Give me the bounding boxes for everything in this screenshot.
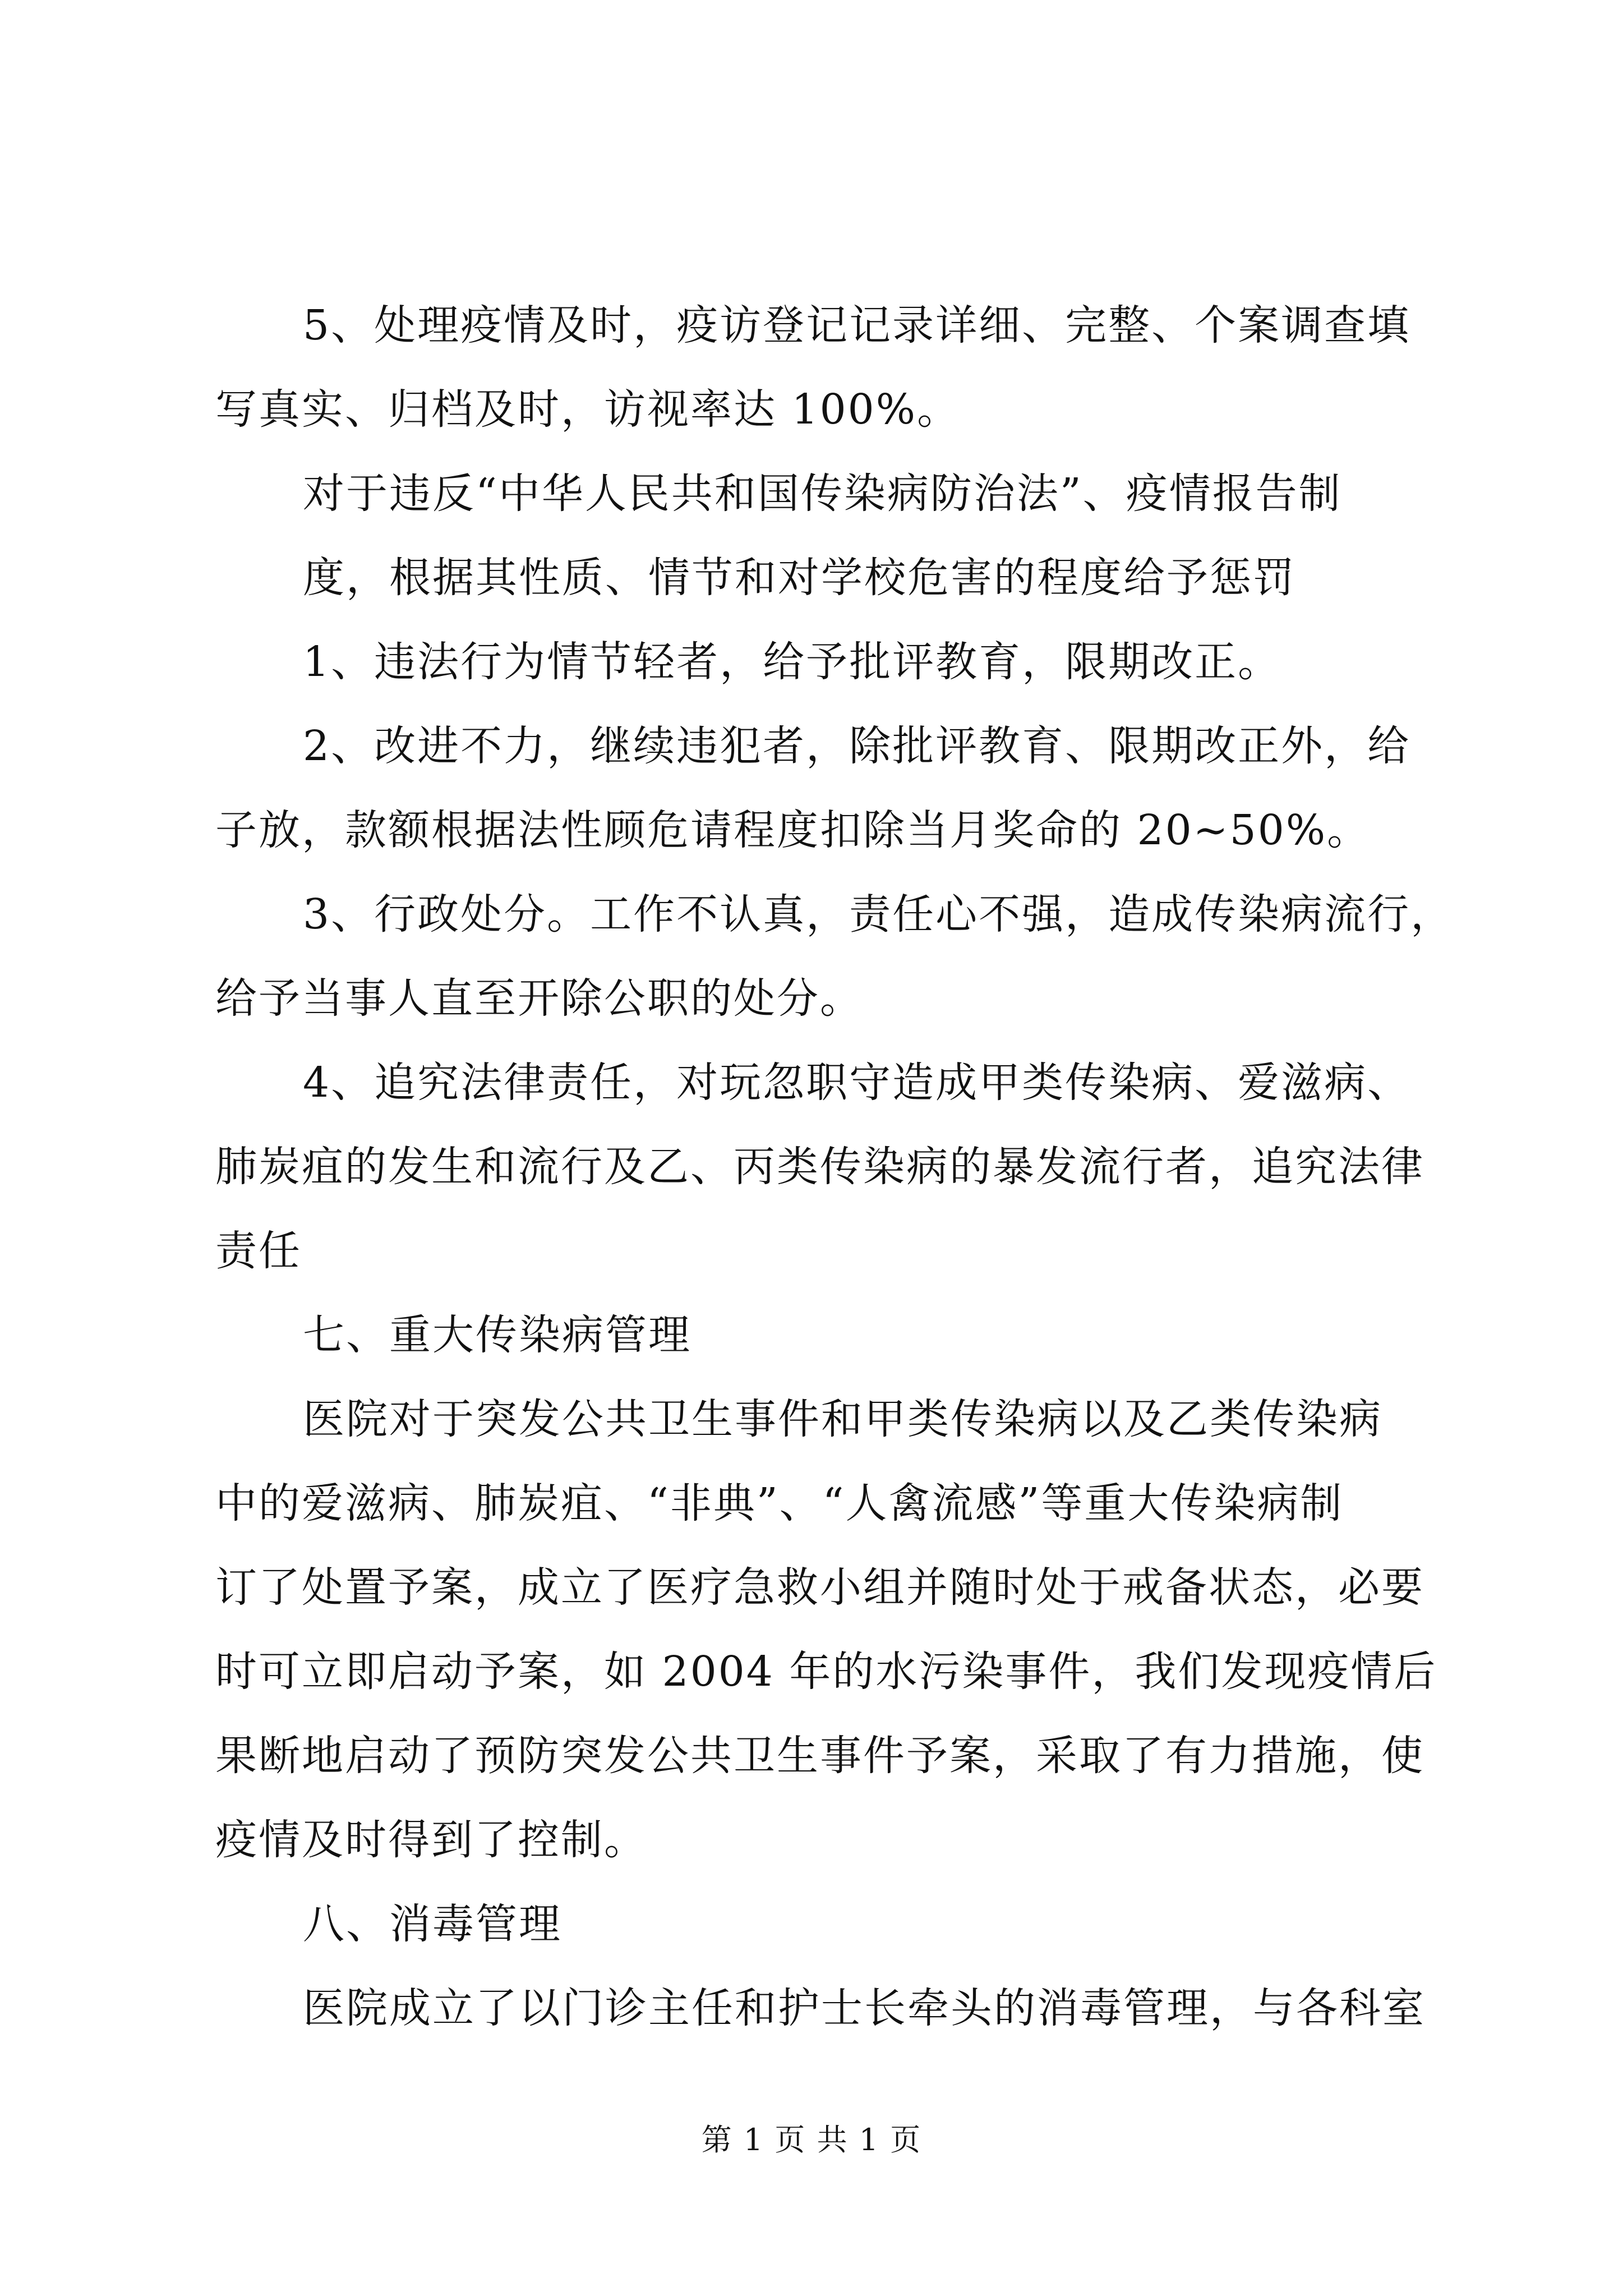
paragraph-line: 1、违法行为情节轻者，给予批评教育，限期改正。 [303, 638, 1281, 686]
section-heading: 七、重大传染病管理 [303, 1311, 691, 1359]
paragraph-line: 医院对于突发公共卫生事件和甲类传染病以及乙类传染病 [303, 1395, 1382, 1443]
paragraph-line: 订了处置予案，成立了医疗急救小组并随时处于戒备状态，必要 [215, 1563, 1424, 1612]
paragraph-line: 写真实、归档及时，访视率达 100%。 [215, 385, 961, 434]
section-heading: 八、消毒管理 [303, 1900, 562, 1948]
paragraph-line: 医院成立了以门诊主任和护士长牵头的消毒管理，与各科室 [303, 1984, 1426, 2032]
paragraph-line: 3、行政处分。工作不认真，责任心不强，造成传染病流行， [303, 890, 1454, 938]
paragraph-line: 度，根据其性质、情节和对学校危害的程度给予惩罚 [303, 554, 1296, 602]
paragraph-line: 疫情及时得到了控制。 [215, 1816, 647, 1864]
paragraph-line: 中的爱滋病、肺炭疽、“非典”、“人禽流感”等重大传染病制 [215, 1479, 1344, 1527]
paragraph-line: 肺炭疽的发生和流行及乙、丙类传染病的暴发流行者，追究法律 [215, 1143, 1424, 1191]
paragraph-line: 子放，款额根据法性顾危请程度扣除当月奖命的 20~50%。 [215, 806, 1371, 854]
document-body [215, 297, 1454, 2064]
paragraph-line: 给予当事人直至开除公职的处分。 [215, 974, 863, 1023]
paragraph-line: 5、处理疫情及时，疫访登记记录详细、完整、个案调查填 [303, 301, 1411, 349]
paragraph-line: 4、追究法律责任，对玩忽职守造成甲类传染病、爱滋病、 [303, 1059, 1411, 1107]
paragraph-line: 果断地启动了预防突发公共卫生事件予案，采取了有力措施，使 [215, 1732, 1424, 1780]
paragraph-line: 责任 [215, 1227, 302, 1275]
paragraph-line: 2、改进不力，继续违犯者，除批评教育、限期改正外，给 [303, 722, 1411, 770]
paragraph-line: 对于违反“中华人民共和国传染病防治法”、疫情报告制 [303, 470, 1342, 518]
paragraph-line: 时可立即启动予案，如 2004 年的水污染事件，我们发现疫情后 [215, 1648, 1437, 1696]
page-footer: 第 1 页 共 1 页 [701, 2122, 922, 2157]
